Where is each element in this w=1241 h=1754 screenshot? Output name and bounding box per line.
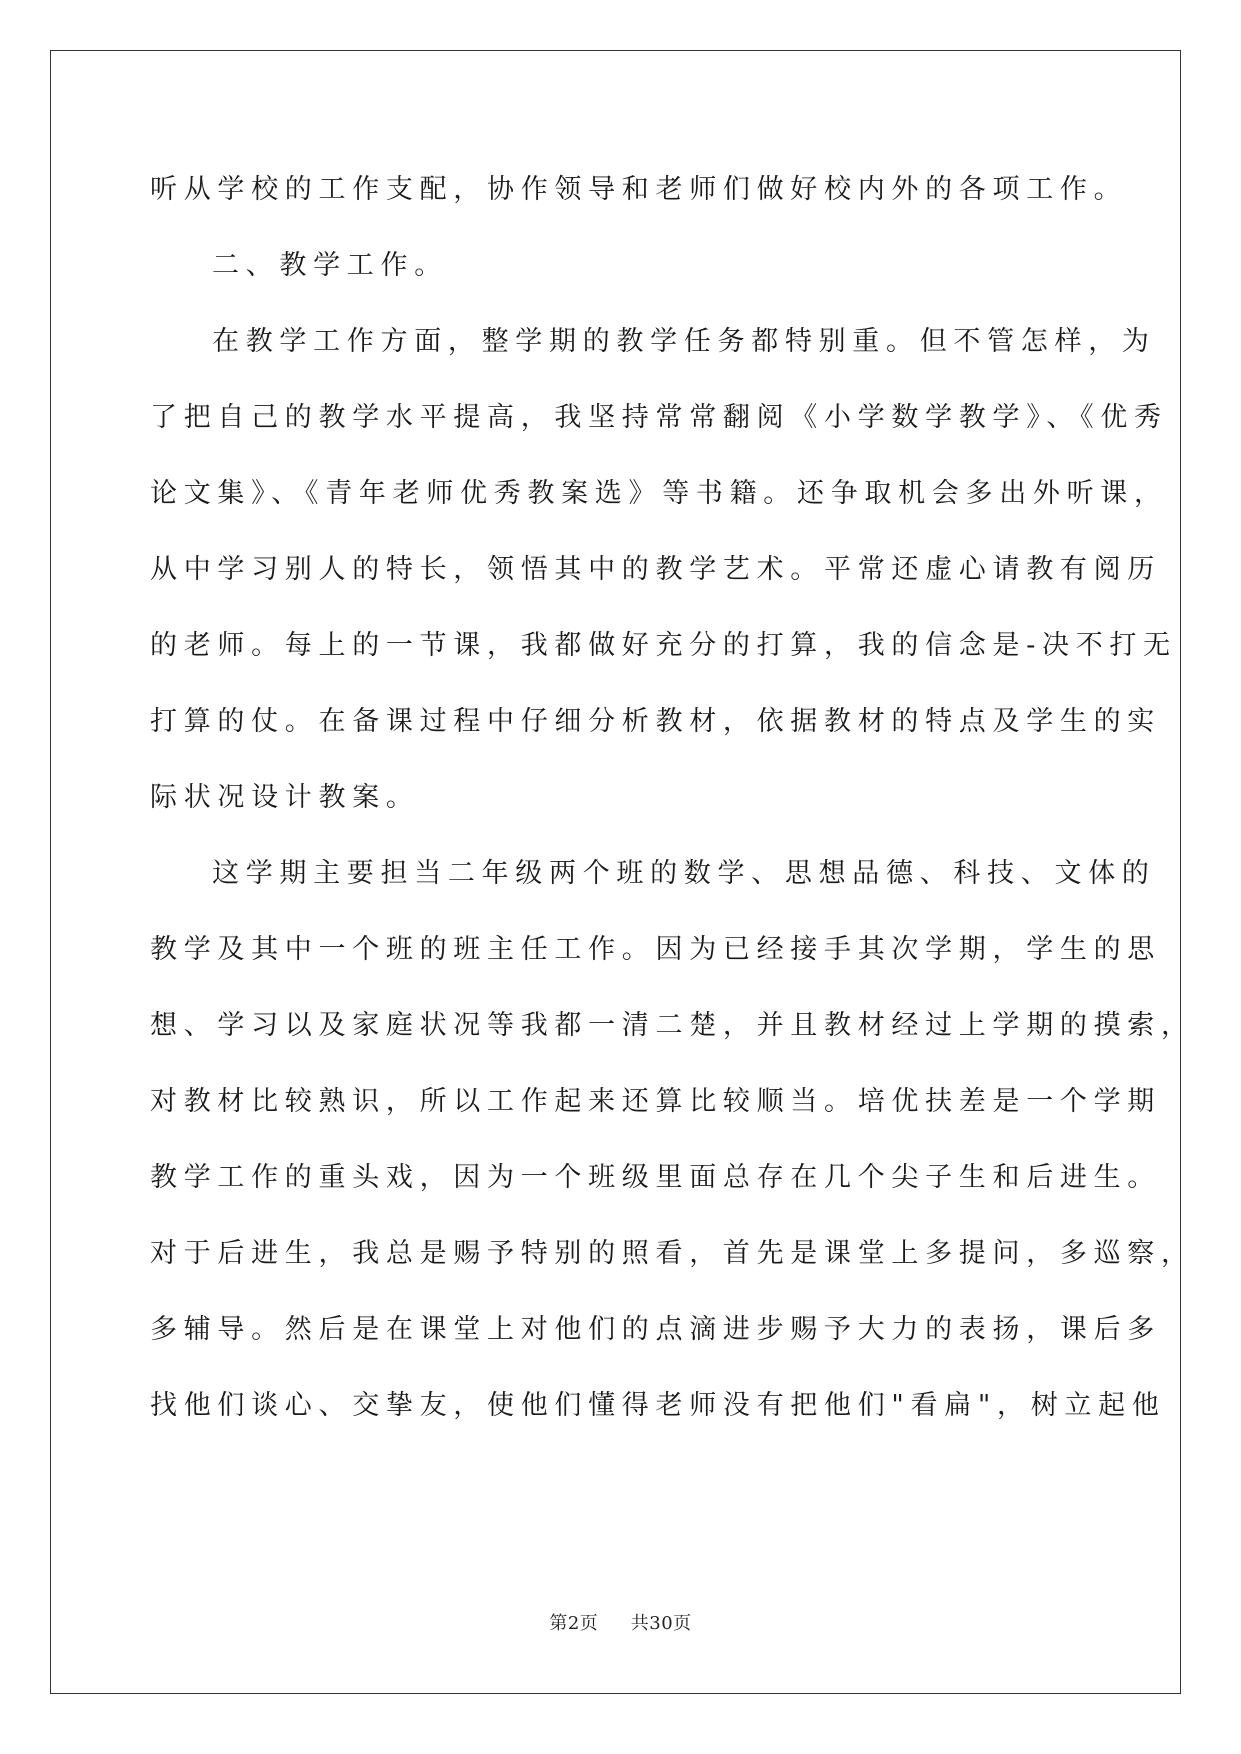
paragraph-line: 打算的仗。在备课过程中仔细分析教材，依据教材的特点及学生的实 [150, 706, 1161, 737]
paragraph-line: 际状况设计教案。 [150, 782, 420, 813]
page-footer [0, 1612, 1241, 1636]
section-heading: 二、教学工作。 [212, 250, 448, 281]
paragraph-line: 多辅导。然后是在课堂上对他们的点滴进步赐予大力的表扬，课后多 [150, 1314, 1161, 1345]
paragraph-line: 这学期主要担当二年级两个班的数学、思想品德、科技、文体的 [212, 858, 1156, 889]
paragraph-line: 教学及其中一个班的班主任工作。因为已经接手其次学期，学生的思 [150, 934, 1161, 965]
paragraph-line: 对教材比较熟识，所以工作起来还算比较顺当。培优扶差是一个学期 [150, 1086, 1161, 1117]
paragraph-line: 的老师。每上的一节课，我都做好充分的打算，我的信念是-决不打无 [150, 630, 1177, 661]
paragraph-line: 从中学习别人的特长，领悟其中的教学艺术。平常还虚心请教有阅历 [150, 554, 1161, 585]
paragraph-line: 论文集》、《青年老师优秀教案选》等书籍。还争取机会多出外听课， [150, 478, 1168, 509]
paragraph-line: 找他们谈心、交挚友，使他们懂得老师没有把他们"看扁"，树立起他 [150, 1390, 1166, 1421]
paragraph-line: 听从学校的工作支配，协作领导和老师们做好校内外的各项工作。 [150, 174, 1128, 205]
paragraph-line: 了把自己的教学水平提高，我坚持常常翻阅《小学数学教学》、《优秀 [150, 402, 1168, 433]
paragraph-line: 教学工作的重头戏，因为一个班级里面总存在几个尖子生和后进生。 [150, 1162, 1161, 1193]
paragraph-line: 对于后进生，我总是赐予特别的照看，首先是课堂上多提问，多巡察， [150, 1238, 1195, 1269]
paragraph-line: 在教学工作方面，整学期的教学任务都特别重。但不管怎样，为 [212, 326, 1156, 357]
paragraph-line: 想、学习以及家庭状况等我都一清二楚，并且教材经过上学期的摸索， [150, 1010, 1195, 1041]
page-number: 第2页 [549, 1613, 599, 1634]
total-pages: 共30页 [630, 1613, 692, 1634]
